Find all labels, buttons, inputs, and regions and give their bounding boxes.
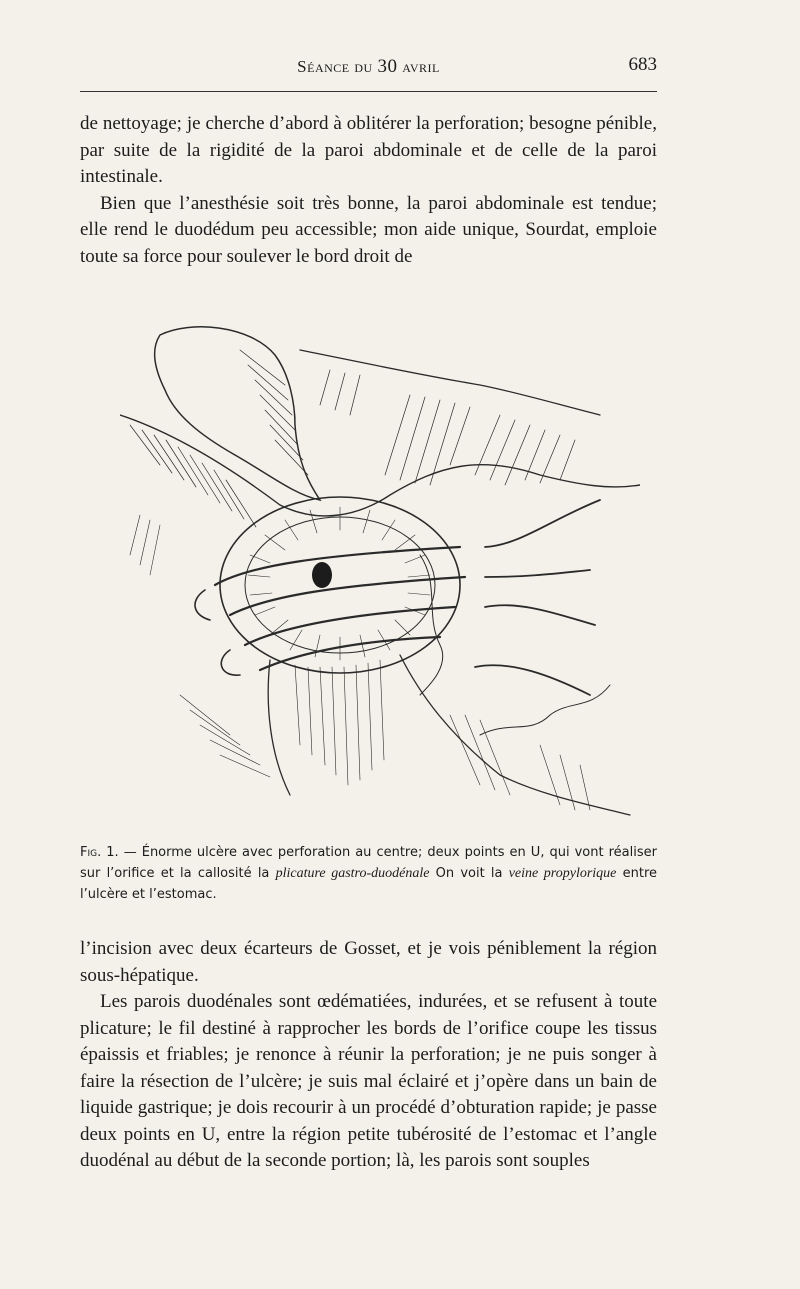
body-text-bottom [80,936,657,1175]
caption-text: On voit la [429,866,509,881]
header-rule [80,91,657,92]
page-number: 683 [628,54,657,75]
paragraph: Bien que l’anesthésie soit très bonne, la paroi abdominale est tendue; elle rend le duodédum peu accessible; mon aide unique, Sourdat, emploie toute sa force pour soulever le bord droit de [80,192,657,267]
header-title [80,56,657,78]
surgical-illustration [120,315,640,825]
paragraph: l’incision avec deux écarteurs de Gosset, et je vois péniblement la région sous-hépatique. [80,938,657,986]
header-title-part2: avril [402,57,440,76]
header-title-number: 30 [377,56,398,77]
header-title-part1: Séance du [297,57,373,76]
caption-text: — Énorme ulcère avec perforation au centre; deux points en U, qui vont réaliser sur l’orifice et la callosité la [80,845,657,881]
paragraph: Les parois duodénales sont œdématiées, indurées, et se refusent à toute plicature; le fil destiné à rapprocher les bords de l’orifice coupe les tissus épaissis et friables; je renonce à réunir la perforation; je ne puis songer à faire la résection de l’ulcère; je suis mal éclairé et j’opère dans un bain de liquide gastrique; je dois recourir à un procédé d’obturation rapide; je passe deux points en U, entre la région petite tubérosité de l’estomac et l’angle duodénal au début de la seconde portion; là, les parois sont souples [80,991,657,1171]
caption-italic: plicature gastro-duodénale [275,866,430,881]
body-text-top [80,111,657,270]
paragraph: de nettoyage; je cherche d’abord à oblitérer la perforation; besogne pénible, par suite de la rigidité de la paroi abdominale et de celle de la paroi intestinale. [80,113,657,187]
caption-label: Fig. 1. [80,845,119,860]
figure-caption [80,842,657,905]
caption-text: entre l’ulcère et l’estomac. [80,866,658,902]
running-header [80,52,657,84]
caption-italic: veine propylorique [508,866,617,881]
